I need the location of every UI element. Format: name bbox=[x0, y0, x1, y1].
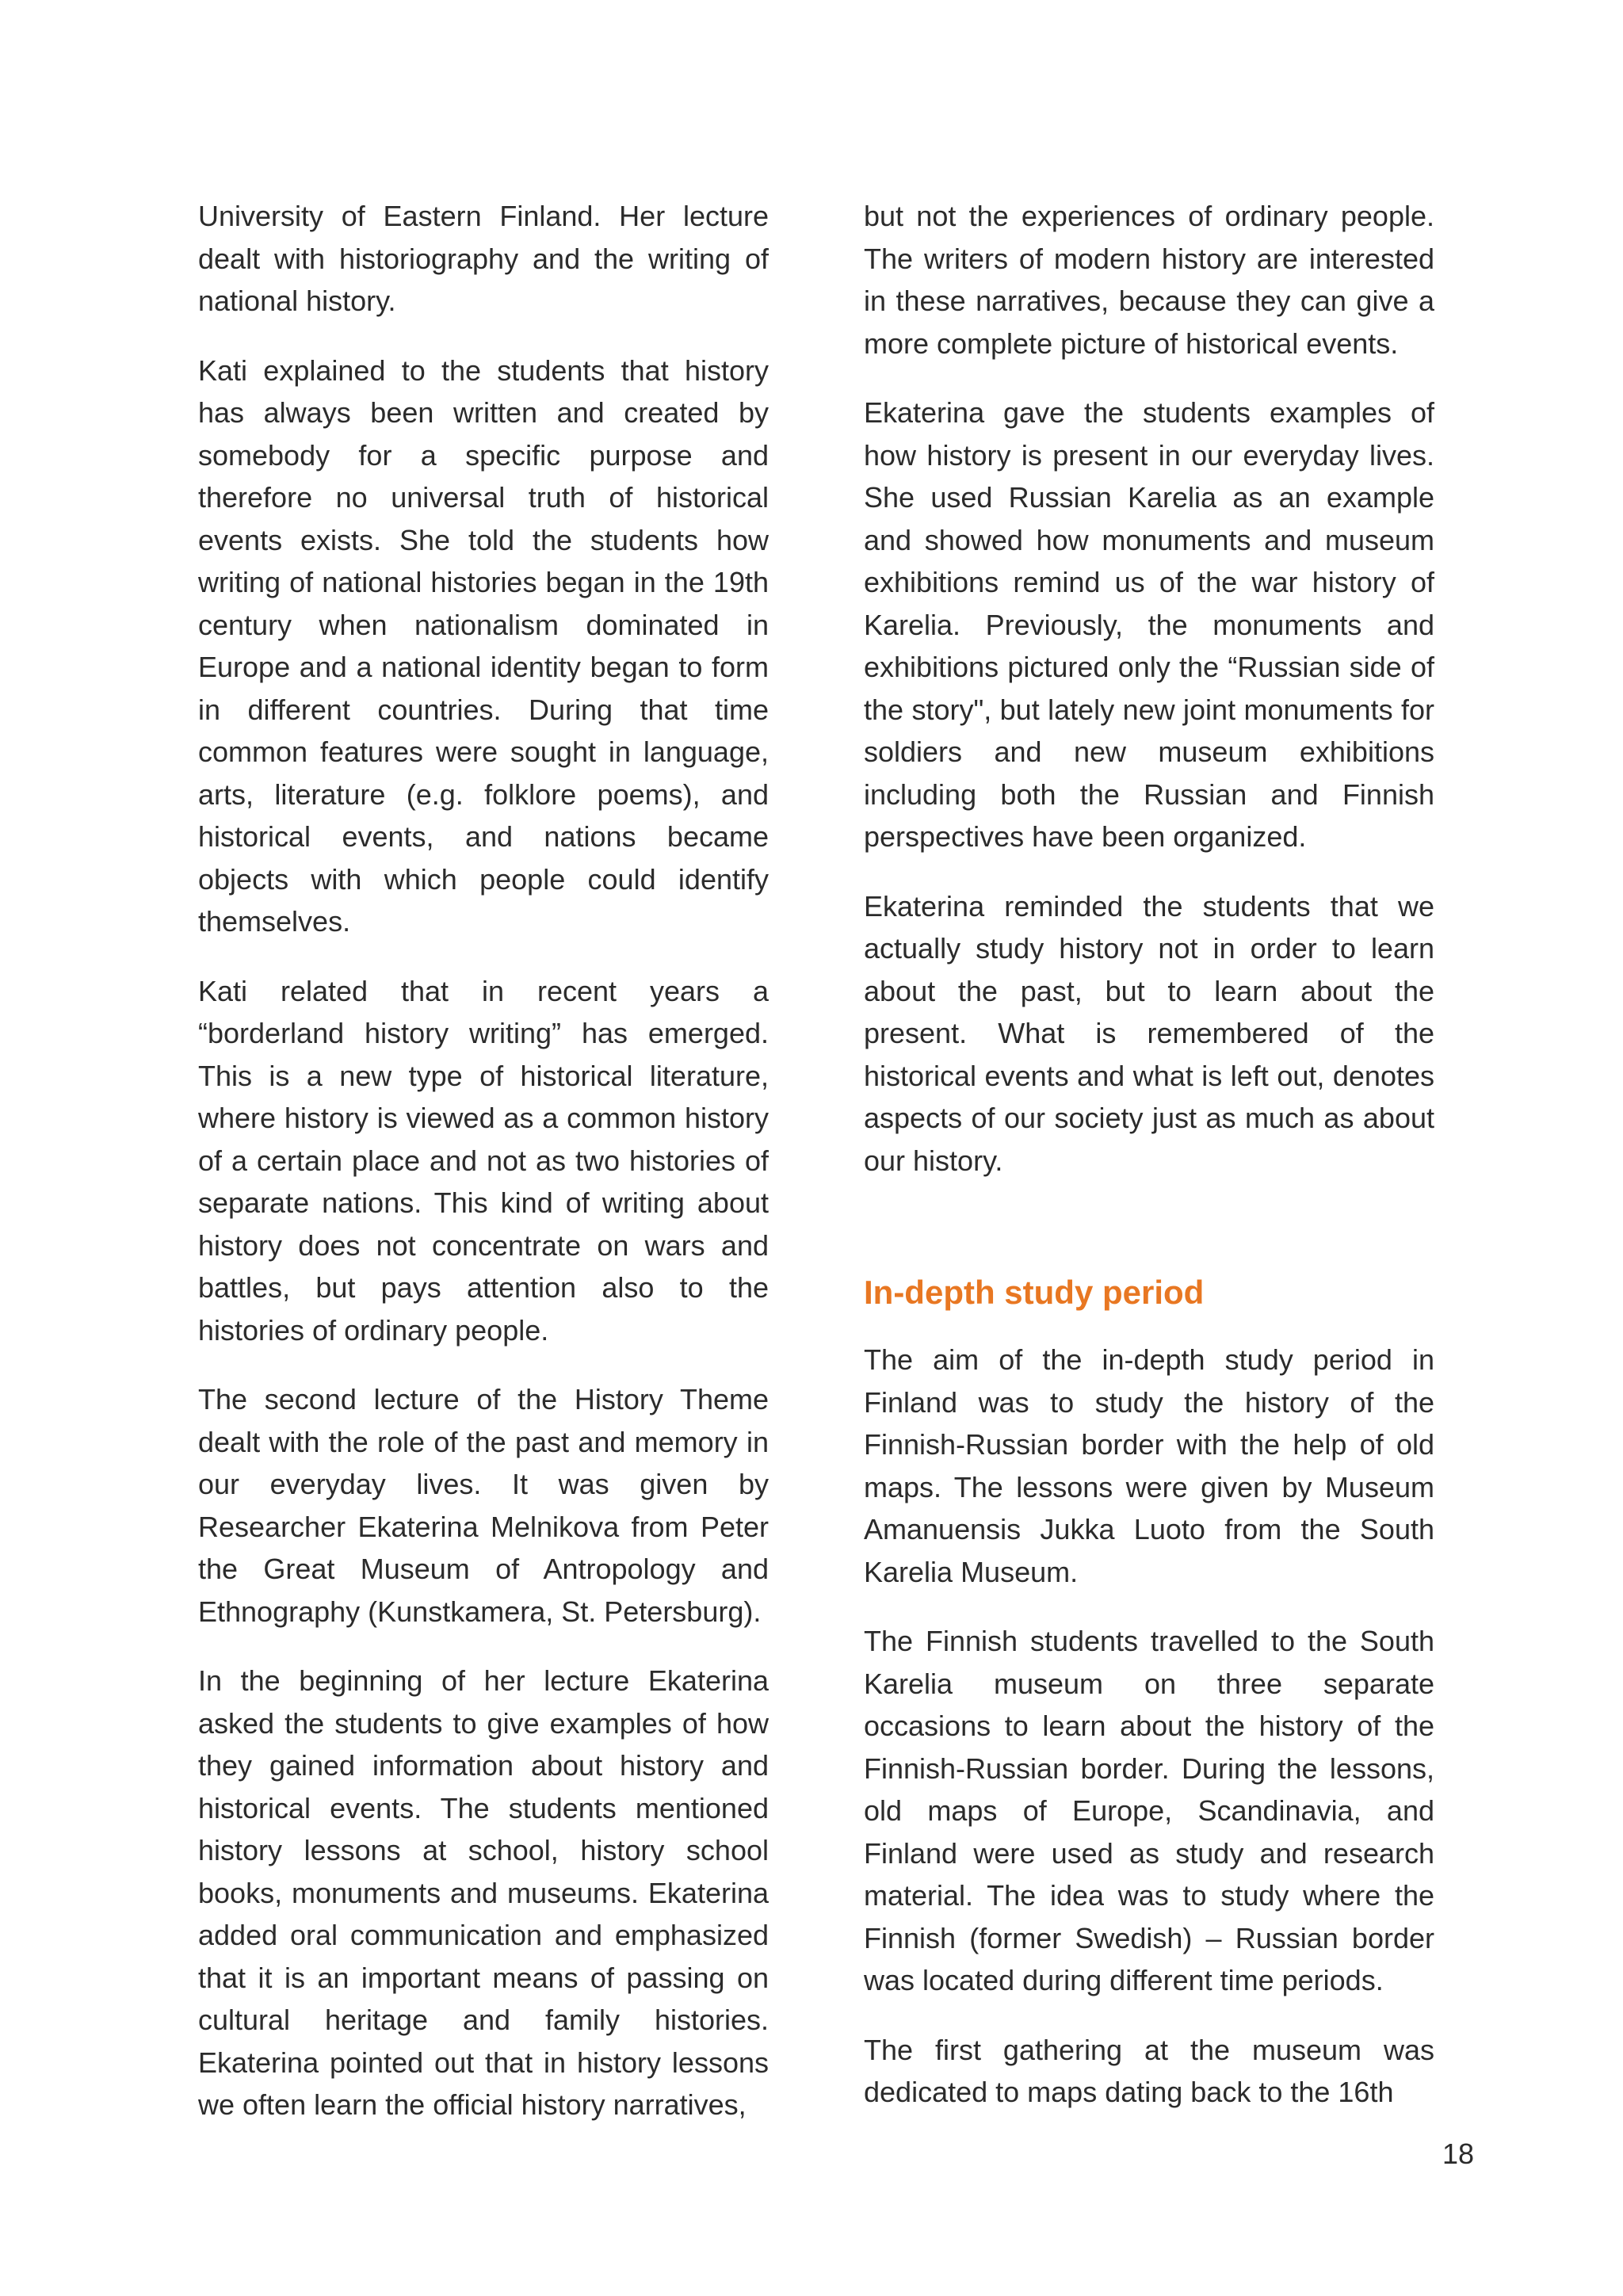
section-heading: In-depth study period bbox=[864, 1274, 1205, 1311]
paragraph: The first gathering at the museum was dedicated to maps dating back to the 16th bbox=[864, 2033, 1434, 2108]
paragraph: The aim of the in-depth study period in Finland was to study the history of the Finnish-Russian border with the help of old maps. The lessons were given by Museum Amanuensis Jukka Luoto from the South Karelia Museum. bbox=[864, 1343, 1434, 1588]
right-column bbox=[864, 195, 1434, 2141]
paragraph: University of Eastern Finland. Her lecture dealt with historiography and the writing of national history. bbox=[198, 200, 769, 317]
paragraph: Ekaterina reminded the students that we actually study history not in order to learn about the past, but to learn about the present. What is remembered of the historical events and what is left out, denotes aspects of our society just as much as about our history. bbox=[864, 889, 1434, 1177]
paragraph: In the beginning of her lecture Ekaterina asked the students to give examples of how they gained information about history and historical events. The students mentioned history lessons at school, history school books, monuments and museums. Ekaterina added oral communication and emphasized that it is an important means of passing on cultural heritage and family histories. Ekaterina pointed out that in history lessons we often learn the official history narratives, bbox=[198, 1664, 769, 2121]
paragraph: Kati explained to the students that history has always been written and created by somebody for a specific purpose and therefore no universal truth of historical events exists. She told the students how writing of national histories began in the 19th century when nationalism dominated in Europe and a national identity began to form in different countries. During that time common features were sought in language, arts, literature (e.g. folklore poems), and historical events, and nations became objects with which people could identify themselves. bbox=[198, 353, 769, 938]
paragraph: Ekaterina gave the students examples of how history is present in our everyday lives. She used Russian Karelia as an example and showed how monuments and museum exhibitions remind us of the war history of Karelia. Previously, the monuments and exhibitions pictured only the “Russian side of the story", but lately new joint monuments for soldiers and new museum exhibitions including both the Russian and Finnish perspectives have been organized. bbox=[864, 396, 1434, 853]
paragraph: but not the experiences of ordinary people. The writers of modern history are interested in these narratives, because they can give a more complete picture of historical events. bbox=[864, 200, 1434, 360]
left-column bbox=[198, 195, 769, 2153]
paragraph: Kati related that in recent years a “borderland history writing” has emerged. This is a new type of historical literature, where history is viewed as a common history of a certain place and not as two histories of separate nations. This kind of writing about history does not concentrate on wars and battles, but pays attention also to the histories of ordinary people. bbox=[198, 974, 769, 1347]
page-number: 18 bbox=[1442, 2137, 1474, 2170]
paragraph: The Finnish students travelled to the South Karelia museum on three separate occasions to learn about the history of the Finnish-Russian border. During the lessons, old maps of Europe, Scandinavia, and Finland were used as study and research material. The idea was to study where the Finnish (former Swedish) – Russian border was located during different time periods. bbox=[864, 1625, 1434, 1996]
paragraph: The second lecture of the History Theme dealt with the role of the past and memory in our everyday lives. It was given by Researcher Ekaterina Melnikova from Peter the Great Museum of Antropology and Ethnography (Kunstkamera, St. Petersburg). bbox=[198, 1383, 769, 1628]
